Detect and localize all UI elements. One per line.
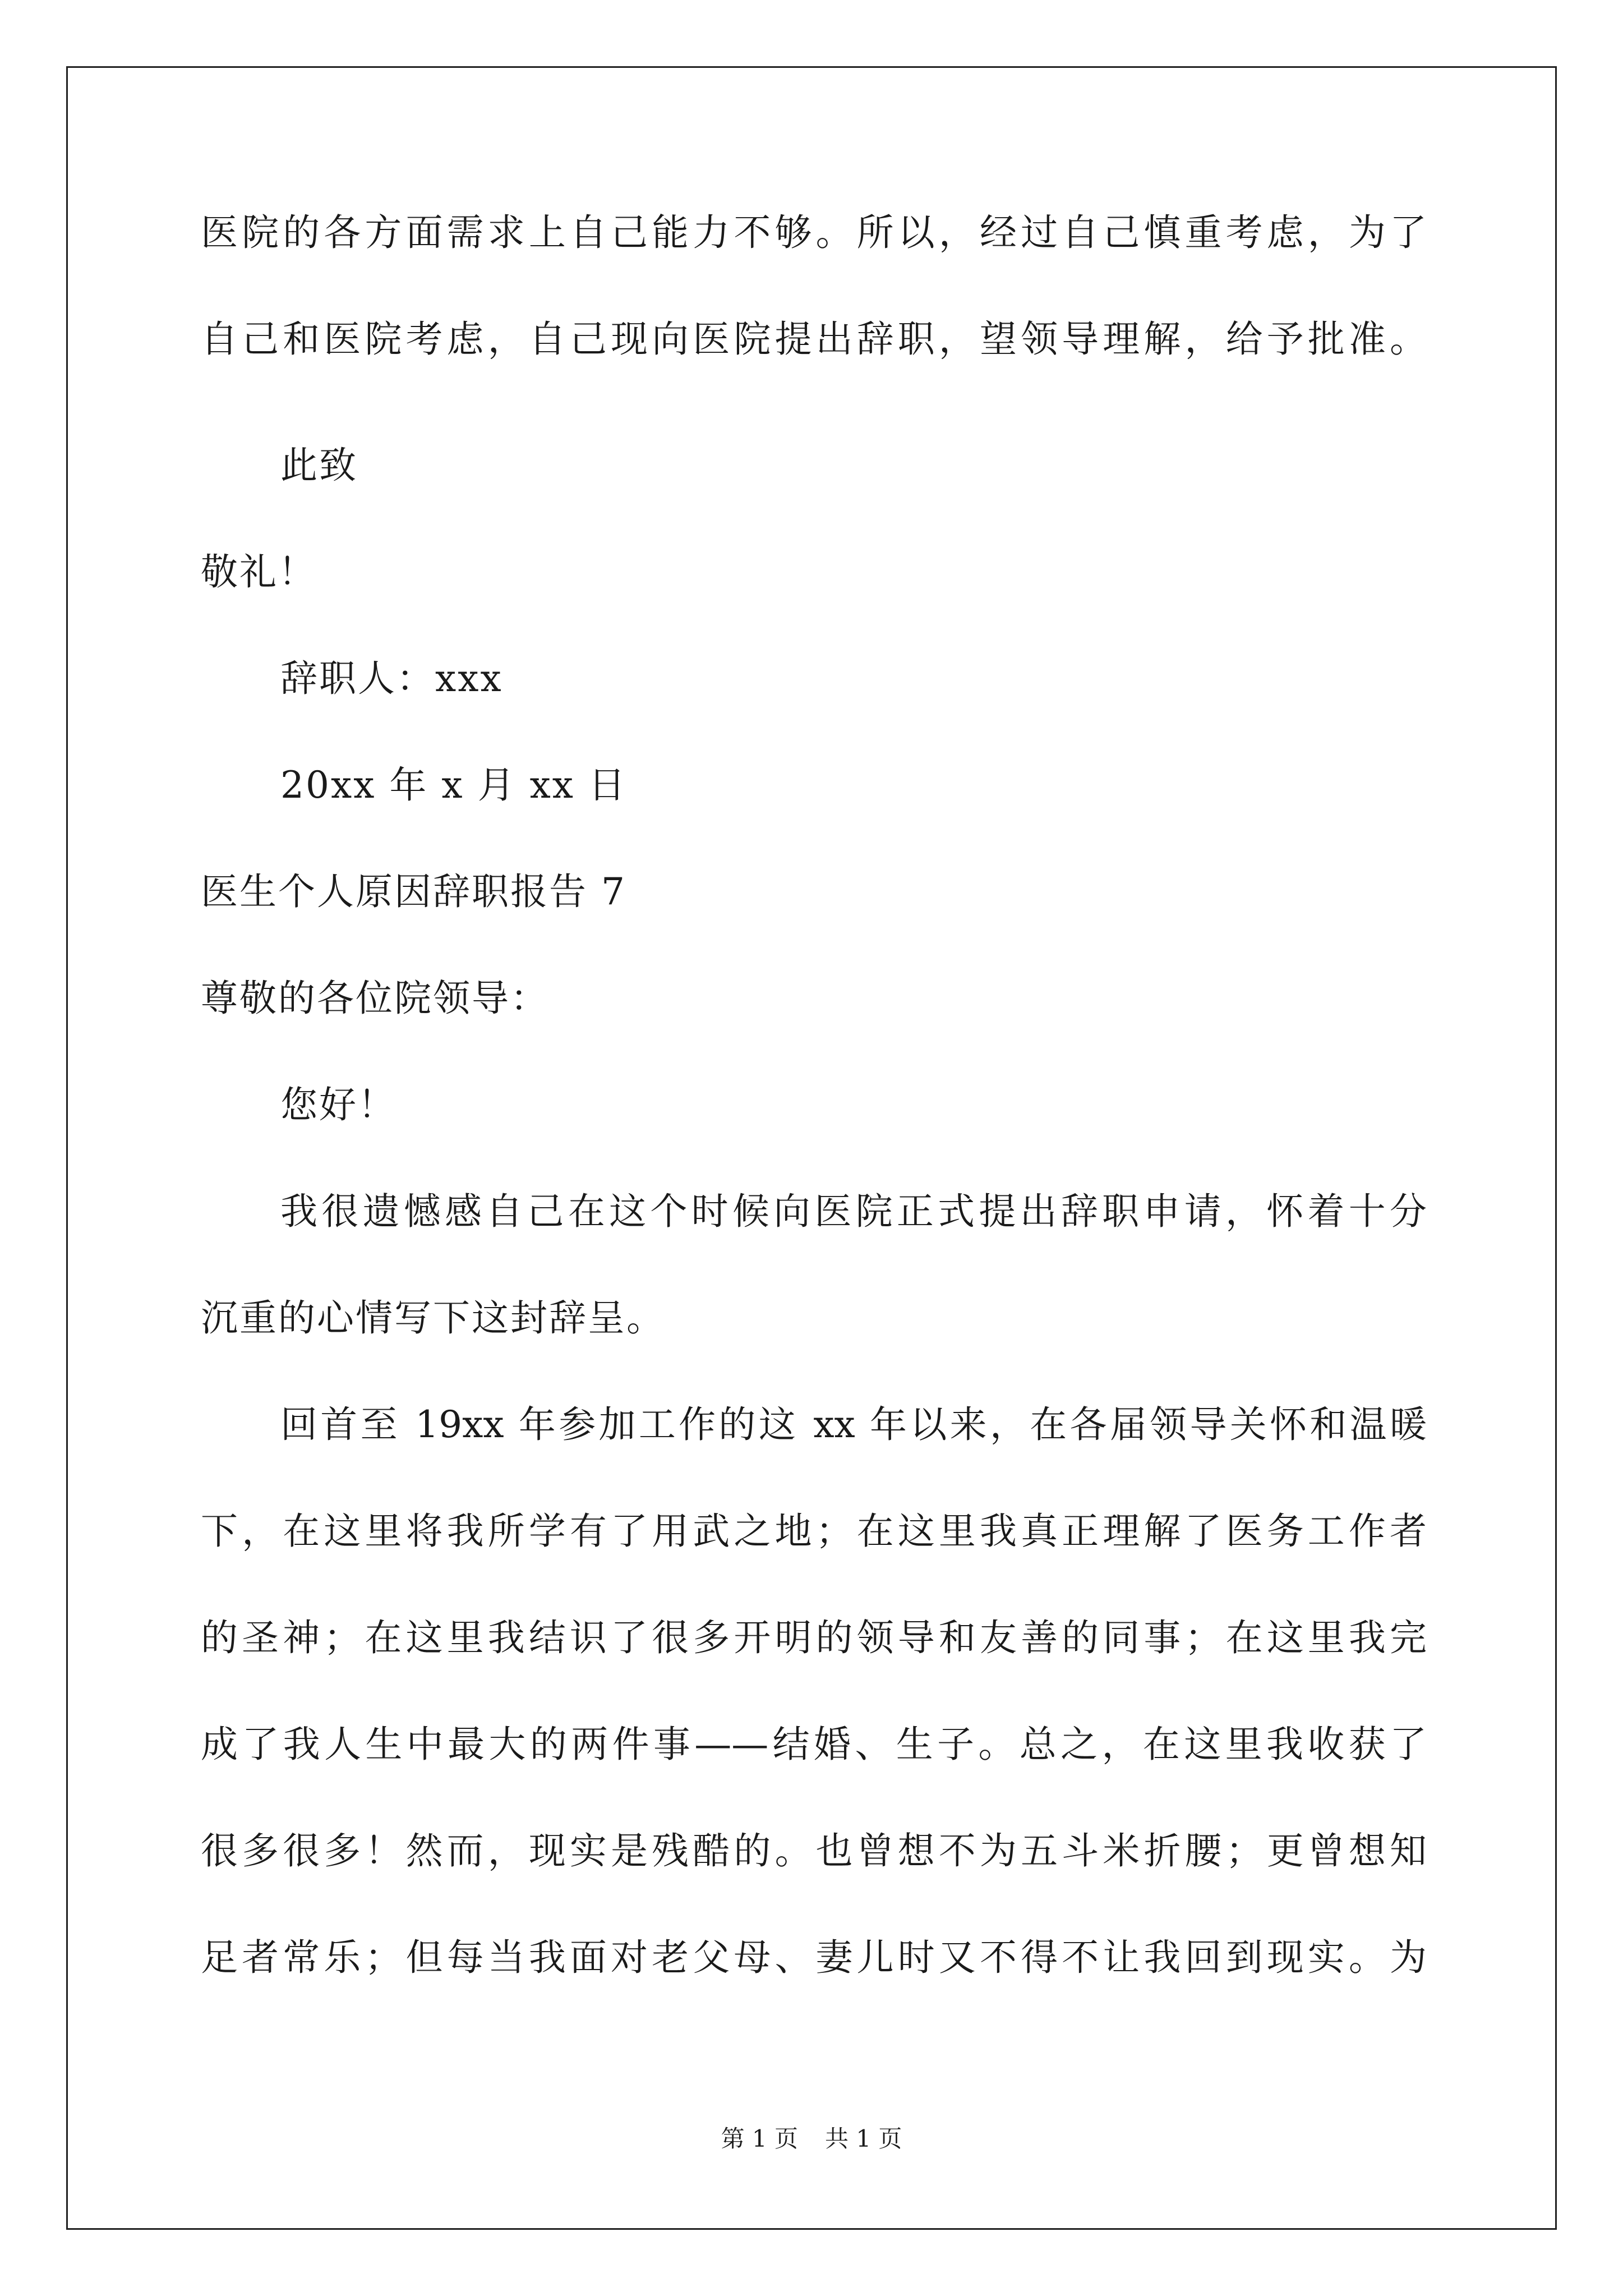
body-line: 下，在这里将我所学有了用武之地；在这里我真正理解了医务工作者 [201, 1510, 1427, 1553]
page-total: 共 1 页 [825, 2125, 902, 2152]
section-title: 医生个人原因辞职报告 7 [201, 870, 626, 913]
body-line: 很多很多！然而，现实是残酷的。也曾想不为五斗米折腰；更曾想知 [201, 1829, 1427, 1872]
closing-salutation: 此致 [280, 444, 358, 487]
body-line: 的圣神；在这里我结识了很多开明的领导和友善的同事；在这里我完 [201, 1616, 1427, 1659]
page-footer [0, 2123, 1623, 2155]
page-number: 第 1 页 [721, 2125, 798, 2152]
body-line: 医院的各方面需求上自己能力不够。所以，经过自己慎重考虑，为了 [201, 211, 1427, 254]
body-line: 足者常乐；但每当我面对老父母、妻儿时又不得不让我回到现实。为 [201, 1936, 1427, 1979]
signature-name: 辞职人：xxx [280, 657, 503, 700]
body-line: 回首至 19xx 年参加工作的这 xx 年以来，在各届领导关怀和温暖 [280, 1403, 1427, 1446]
body-line: 我很遗憾感自己在这个时候向医院正式提出辞职申请，怀着十分 [280, 1190, 1427, 1233]
letter-addressee: 尊敬的各位院领导： [201, 977, 549, 1020]
signature-date: 20xx 年 x 月 xx 日 [280, 763, 627, 807]
page-border [66, 66, 1557, 2230]
body-line: 成了我人生中最大的两件事——结婚、生子。总之，在这里我收获了 [201, 1723, 1427, 1766]
body-line: 沉重的心情写下这封辞呈。 [201, 1296, 665, 1340]
body-line: 自己和医院考虑，自己现向医院提出辞职，望领导理解，给予批准。 [201, 318, 1427, 361]
greeting: 您好！ [280, 1083, 396, 1126]
closing-respect: 敬礼！ [201, 550, 317, 593]
